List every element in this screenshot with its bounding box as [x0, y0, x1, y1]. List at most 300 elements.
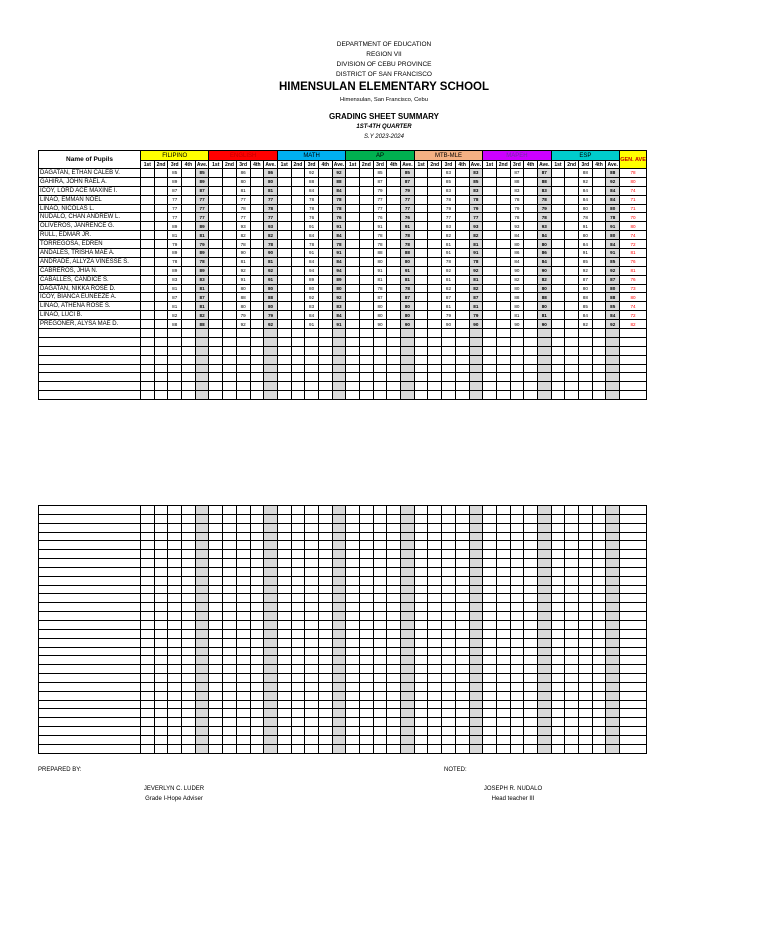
empty-grade-cell — [250, 620, 264, 629]
empty-grade-cell — [524, 346, 538, 355]
empty-grade-cell — [414, 629, 428, 638]
empty-grade-cell — [250, 594, 264, 603]
average-cell: 77 — [469, 213, 483, 222]
empty-grade-cell — [387, 373, 401, 382]
empty-grade-cell — [510, 735, 524, 744]
empty-grade-cell — [360, 691, 374, 700]
empty-grade-cell — [455, 169, 469, 178]
empty-grade-cell — [455, 382, 469, 391]
empty-grade-cell — [318, 718, 332, 727]
empty-grade-cell — [483, 550, 497, 559]
empty-grade-cell — [428, 266, 442, 275]
average-cell: 92 — [332, 169, 346, 178]
empty-grade-cell — [291, 700, 305, 709]
empty-grade-cell — [373, 346, 387, 355]
empty-grade-cell — [496, 594, 510, 603]
empty-grade-cell — [236, 647, 250, 656]
empty-grade-cell — [291, 550, 305, 559]
empty-grade-cell — [154, 629, 168, 638]
empty-average-cell — [469, 727, 483, 736]
empty-grade-cell — [592, 709, 606, 718]
empty-grade-cell — [524, 735, 538, 744]
empty-grade-cell — [387, 541, 401, 550]
empty-grade-cell — [414, 576, 428, 585]
empty-grade-cell — [551, 594, 565, 603]
empty-grade-cell — [414, 391, 428, 400]
empty-grade-cell — [496, 603, 510, 612]
empty-gen-cell — [620, 594, 647, 603]
empty-grade-cell — [182, 195, 196, 204]
empty-grade-cell — [154, 346, 168, 355]
empty-grade-cell — [291, 523, 305, 532]
empty-average-cell — [332, 727, 346, 736]
empty-grade-cell — [209, 337, 223, 346]
empty-average-cell — [469, 337, 483, 346]
empty-average-cell — [264, 585, 278, 594]
empty-grade-cell — [510, 744, 524, 753]
empty-grade-cell — [524, 541, 538, 550]
empty-grade-cell — [141, 506, 155, 515]
district: DISTRICT OF SAN FRANCISCO — [336, 71, 432, 78]
empty-grade-cell — [277, 373, 291, 382]
empty-grade-cell — [428, 302, 442, 311]
empty-average-cell — [195, 638, 209, 647]
empty-grade-cell — [346, 257, 360, 266]
empty-grade-cell — [579, 346, 593, 355]
empty-grade-cell — [551, 177, 565, 186]
empty-grade-cell — [455, 249, 469, 258]
empty-row — [39, 506, 647, 515]
empty-grade-cell — [483, 612, 497, 621]
empty-grade-cell — [223, 559, 237, 568]
empty-grade-cell — [154, 266, 168, 275]
empty-grade-cell — [565, 204, 579, 213]
empty-grade-cell — [223, 186, 237, 195]
empty-grade-cell — [551, 257, 565, 266]
empty-average-cell — [401, 364, 415, 373]
empty-grade-cell — [182, 355, 196, 364]
empty-gen-cell — [620, 346, 647, 355]
empty-grade-cell — [305, 585, 319, 594]
empty-grade-cell — [428, 186, 442, 195]
empty-grade-cell — [414, 603, 428, 612]
empty-grade-cell — [236, 523, 250, 532]
quarter-header: 1st — [209, 161, 223, 169]
empty-grade-cell — [360, 257, 374, 266]
empty-gen-cell — [620, 355, 647, 364]
empty-grade-cell — [209, 550, 223, 559]
empty-name-cell — [39, 735, 141, 744]
grade-cell: 87 — [373, 293, 387, 302]
empty-grade-cell — [442, 355, 456, 364]
empty-grade-cell — [387, 620, 401, 629]
empty-row — [39, 523, 647, 532]
empty-grade-cell — [141, 169, 155, 178]
empty-grade-cell — [414, 567, 428, 576]
empty-grade-cell — [373, 567, 387, 576]
empty-grade-cell — [373, 364, 387, 373]
empty-grade-cell — [428, 585, 442, 594]
empty-grade-cell — [524, 266, 538, 275]
empty-grade-cell — [428, 532, 442, 541]
empty-name-cell — [39, 585, 141, 594]
pupil-name: CABREROS, JHIA N. — [39, 266, 141, 275]
empty-grade-cell — [346, 559, 360, 568]
empty-grade-cell — [592, 177, 606, 186]
empty-grade-cell — [551, 266, 565, 275]
empty-grade-cell — [141, 311, 155, 320]
empty-grade-cell — [373, 373, 387, 382]
empty-grade-cell — [209, 506, 223, 515]
empty-grade-cell — [182, 620, 196, 629]
empty-grade-cell — [592, 293, 606, 302]
empty-grade-cell — [496, 541, 510, 550]
empty-grade-cell — [360, 620, 374, 629]
empty-name-cell — [39, 674, 141, 683]
empty-grade-cell — [373, 541, 387, 550]
grade-cell: 88 — [510, 293, 524, 302]
subject-header-mapeh: MAPEH — [483, 151, 551, 161]
empty-grade-cell — [182, 559, 196, 568]
grade-cell: 82 — [236, 231, 250, 240]
empty-grade-cell — [428, 691, 442, 700]
empty-grade-cell — [291, 266, 305, 275]
empty-grade-cell — [223, 523, 237, 532]
empty-grade-cell — [141, 612, 155, 621]
grade-cell: 77 — [236, 213, 250, 222]
empty-grade-cell — [455, 284, 469, 293]
empty-grade-cell — [510, 612, 524, 621]
empty-average-cell — [401, 514, 415, 523]
average-cell: 84 — [537, 231, 551, 240]
empty-grade-cell — [483, 240, 497, 249]
empty-grade-cell — [168, 382, 182, 391]
empty-grade-cell — [414, 257, 428, 266]
empty-grade-cell — [551, 337, 565, 346]
empty-grade-cell — [551, 355, 565, 364]
empty-grade-cell — [414, 284, 428, 293]
empty-grade-cell — [510, 691, 524, 700]
empty-grade-cell — [360, 231, 374, 240]
empty-grade-cell — [277, 177, 291, 186]
empty-average-cell — [332, 364, 346, 373]
empty-grade-cell — [141, 373, 155, 382]
grade-cell: 82 — [510, 275, 524, 284]
empty-grade-cell — [318, 329, 332, 338]
empty-grade-cell — [387, 222, 401, 231]
empty-row — [39, 620, 647, 629]
empty-row — [39, 550, 647, 559]
empty-grade-cell — [291, 682, 305, 691]
empty-average-cell — [332, 674, 346, 683]
empty-grade-cell — [524, 514, 538, 523]
empty-grade-cell — [483, 585, 497, 594]
empty-grade-cell — [318, 177, 332, 186]
empty-grade-cell — [318, 169, 332, 178]
empty-grade-cell — [565, 177, 579, 186]
empty-grade-cell — [209, 293, 223, 302]
empty-grade-cell — [291, 514, 305, 523]
average-cell: 78 — [606, 213, 620, 222]
empty-grade-cell — [387, 585, 401, 594]
empty-gen-cell — [620, 337, 647, 346]
general-average: 76 — [620, 257, 647, 266]
empty-grade-cell — [414, 514, 428, 523]
empty-grade-cell — [141, 337, 155, 346]
empty-grade-cell — [496, 629, 510, 638]
empty-name-cell — [39, 541, 141, 550]
empty-grade-cell — [496, 195, 510, 204]
grade-cell: 80 — [236, 302, 250, 311]
empty-grade-cell — [223, 302, 237, 311]
empty-grade-cell — [428, 550, 442, 559]
empty-grade-cell — [346, 240, 360, 249]
empty-grade-cell — [236, 665, 250, 674]
division: DIVISION OF CEBU PROVINCE — [336, 61, 432, 68]
empty-grade-cell — [579, 665, 593, 674]
empty-average-cell — [264, 718, 278, 727]
table-row — [39, 284, 647, 293]
grade-cell: 83 — [168, 275, 182, 284]
empty-grade-cell — [154, 329, 168, 338]
empty-grade-cell — [182, 249, 196, 258]
empty-grade-cell — [483, 727, 497, 736]
empty-average-cell — [537, 346, 551, 355]
empty-average-cell — [332, 718, 346, 727]
empty-grade-cell — [346, 293, 360, 302]
quarter-header: 1st — [277, 161, 291, 169]
empty-grade-cell — [373, 355, 387, 364]
empty-grade-cell — [414, 222, 428, 231]
empty-grade-cell — [428, 169, 442, 178]
average-cell: 88 — [537, 177, 551, 186]
empty-grade-cell — [565, 638, 579, 647]
average-cell: 78 — [332, 195, 346, 204]
empty-grade-cell — [483, 576, 497, 585]
empty-grade-cell — [565, 567, 579, 576]
empty-grade-cell — [360, 204, 374, 213]
empty-grade-cell — [524, 195, 538, 204]
empty-average-cell — [537, 364, 551, 373]
empty-row — [39, 594, 647, 603]
quarter-header: 2nd — [154, 161, 168, 169]
empty-grade-cell — [483, 249, 497, 258]
empty-grade-cell — [318, 284, 332, 293]
empty-grade-cell — [236, 744, 250, 753]
empty-average-cell — [195, 700, 209, 709]
empty-average-cell — [606, 647, 620, 656]
empty-row — [39, 665, 647, 674]
empty-grade-cell — [277, 364, 291, 373]
grade-cell: 81 — [168, 302, 182, 311]
empty-grade-cell — [154, 391, 168, 400]
empty-average-cell — [332, 329, 346, 338]
general-average: 80 — [620, 293, 647, 302]
empty-grade-cell — [524, 638, 538, 647]
empty-grade-cell — [483, 186, 497, 195]
average-cell: 78 — [537, 195, 551, 204]
empty-average-cell — [332, 514, 346, 523]
empty-grade-cell — [223, 346, 237, 355]
empty-grade-cell — [141, 195, 155, 204]
empty-grade-cell — [592, 240, 606, 249]
empty-row — [39, 567, 647, 576]
empty-grade-cell — [387, 727, 401, 736]
empty-grade-cell — [168, 638, 182, 647]
pupil-name: TORREGOSA, EDREN — [39, 240, 141, 249]
grade-cell: 81 — [442, 302, 456, 311]
empty-grade-cell — [455, 665, 469, 674]
empty-grade-cell — [305, 550, 319, 559]
empty-grade-cell — [455, 585, 469, 594]
average-cell: 82 — [469, 284, 483, 293]
quarter-header: 4th — [387, 161, 401, 169]
empty-grade-cell — [236, 559, 250, 568]
empty-grade-cell — [565, 550, 579, 559]
empty-grade-cell — [442, 576, 456, 585]
average-cell: 80 — [606, 231, 620, 240]
empty-grade-cell — [318, 647, 332, 656]
empty-gen-cell — [620, 674, 647, 683]
empty-grade-cell — [305, 355, 319, 364]
empty-grade-cell — [565, 231, 579, 240]
empty-grade-cell — [455, 691, 469, 700]
empty-grade-cell — [592, 559, 606, 568]
empty-grade-cell — [223, 576, 237, 585]
empty-grade-cell — [209, 700, 223, 709]
average-cell: 78 — [264, 240, 278, 249]
empty-grade-cell — [387, 329, 401, 338]
average-cell: 90 — [537, 266, 551, 275]
empty-grade-cell — [236, 612, 250, 621]
empty-grade-cell — [483, 382, 497, 391]
empty-average-cell — [537, 727, 551, 736]
empty-grade-cell — [291, 603, 305, 612]
empty-grade-cell — [250, 169, 264, 178]
empty-grade-cell — [510, 506, 524, 515]
empty-grade-cell — [318, 266, 332, 275]
empty-grade-cell — [360, 700, 374, 709]
empty-grade-cell — [592, 169, 606, 178]
empty-gen-cell — [620, 682, 647, 691]
empty-grade-cell — [496, 550, 510, 559]
empty-average-cell — [332, 735, 346, 744]
empty-grade-cell — [223, 169, 237, 178]
grade-cell: 80 — [510, 284, 524, 293]
empty-grade-cell — [318, 320, 332, 329]
empty-average-cell — [264, 665, 278, 674]
empty-grade-cell — [579, 700, 593, 709]
empty-grade-cell — [291, 744, 305, 753]
empty-grade-cell — [168, 523, 182, 532]
empty-grade-cell — [373, 682, 387, 691]
empty-grade-cell — [510, 567, 524, 576]
empty-grade-cell — [455, 744, 469, 753]
empty-grade-cell — [291, 656, 305, 665]
average-cell: 93 — [469, 222, 483, 231]
empty-grade-cell — [483, 222, 497, 231]
empty-grade-cell — [277, 727, 291, 736]
empty-average-cell — [537, 603, 551, 612]
grade-cell: 93 — [236, 222, 250, 231]
average-cell: 78 — [469, 195, 483, 204]
empty-average-cell — [195, 665, 209, 674]
empty-grade-cell — [483, 355, 497, 364]
empty-average-cell — [264, 682, 278, 691]
empty-grade-cell — [428, 177, 442, 186]
empty-row — [39, 691, 647, 700]
empty-grade-cell — [209, 567, 223, 576]
empty-average-cell — [195, 585, 209, 594]
grade-cell: 88 — [305, 177, 319, 186]
empty-grade-cell — [360, 337, 374, 346]
empty-grade-cell — [428, 355, 442, 364]
empty-grade-cell — [414, 550, 428, 559]
empty-average-cell — [264, 647, 278, 656]
average-cell: 78 — [401, 240, 415, 249]
empty-grade-cell — [579, 532, 593, 541]
grade-cell: 82 — [442, 231, 456, 240]
subject-header-ap: AP — [346, 151, 414, 161]
empty-gen-cell — [620, 364, 647, 373]
pupil-name: ANDRADE, ALLYZA VINESSE S. — [39, 257, 141, 266]
empty-grade-cell — [592, 195, 606, 204]
empty-grade-cell — [291, 594, 305, 603]
empty-average-cell — [537, 550, 551, 559]
empty-grade-cell — [592, 567, 606, 576]
average-cell: 78 — [195, 257, 209, 266]
grade-cell: 78 — [373, 284, 387, 293]
empty-grade-cell — [510, 665, 524, 674]
average-cell: 80 — [606, 204, 620, 213]
general-average: 74 — [620, 231, 647, 240]
empty-average-cell — [264, 612, 278, 621]
general-average: 82 — [620, 320, 647, 329]
empty-grade-cell — [387, 603, 401, 612]
grade-cell: 78 — [236, 240, 250, 249]
empty-grade-cell — [250, 744, 264, 753]
empty-gen-cell — [620, 620, 647, 629]
empty-grade-cell — [510, 550, 524, 559]
empty-grade-cell — [551, 249, 565, 258]
general-average: 70 — [620, 213, 647, 222]
empty-grade-cell — [250, 231, 264, 240]
empty-grade-cell — [291, 213, 305, 222]
empty-grade-cell — [592, 222, 606, 231]
empty-grade-cell — [182, 576, 196, 585]
empty-grade-cell — [428, 638, 442, 647]
empty-average-cell — [401, 691, 415, 700]
empty-average-cell — [469, 682, 483, 691]
empty-grade-cell — [592, 612, 606, 621]
empty-gen-cell — [620, 727, 647, 736]
empty-grade-cell — [305, 744, 319, 753]
empty-grade-cell — [551, 532, 565, 541]
average-cell: 78 — [401, 231, 415, 240]
empty-grade-cell — [496, 249, 510, 258]
empty-grade-cell — [455, 682, 469, 691]
empty-name-cell — [39, 603, 141, 612]
average-cell: 81 — [469, 275, 483, 284]
empty-average-cell — [332, 346, 346, 355]
empty-grade-cell — [496, 169, 510, 178]
empty-average-cell — [332, 541, 346, 550]
empty-average-cell — [469, 603, 483, 612]
empty-grade-cell — [592, 727, 606, 736]
empty-grade-cell — [387, 674, 401, 683]
empty-grade-cell — [524, 523, 538, 532]
empty-average-cell — [537, 735, 551, 744]
